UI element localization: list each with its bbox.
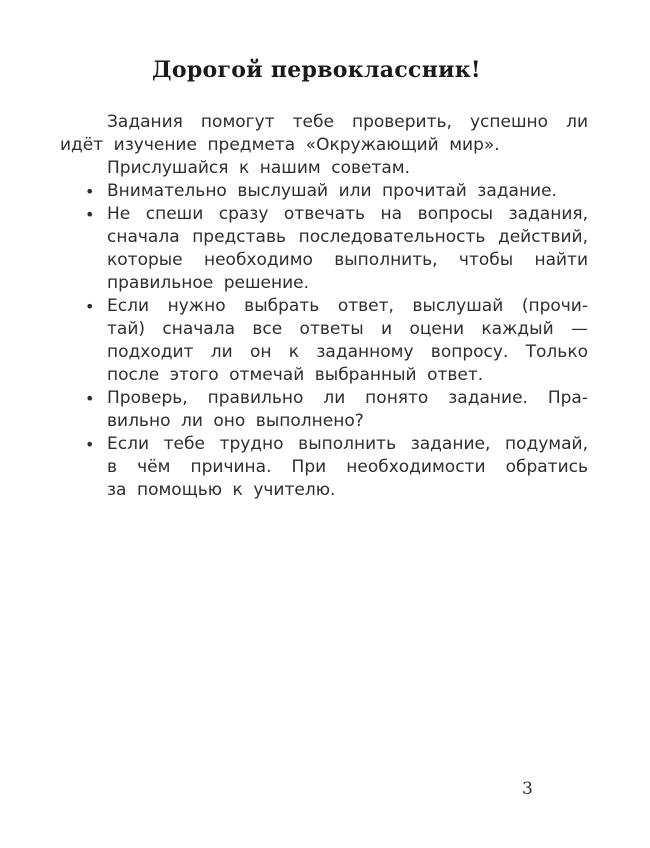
paragraph bbox=[60, 111, 588, 157]
intro-paragraphs bbox=[60, 111, 588, 180]
bullet-item bbox=[60, 203, 588, 295]
bullet-item bbox=[60, 433, 588, 502]
bullet-text bbox=[107, 203, 588, 295]
text-line: Не спеши сразу отвечать на вопросы задания, bbox=[107, 204, 588, 224]
text-line: Проверь, правильно ли понято задание. Пра- bbox=[107, 388, 588, 408]
bullet-icon: • bbox=[85, 435, 95, 454]
text-line: которые необходимо выполнить, чтобы найти bbox=[107, 250, 588, 270]
text-line: тай) сначала все ответы и оцени каждый — bbox=[107, 319, 588, 339]
text-line: идёт изучение предмета «Окружающий мир». bbox=[60, 135, 500, 155]
page-number: 3 bbox=[522, 779, 533, 799]
paragraph bbox=[60, 157, 588, 180]
bullet-text bbox=[107, 387, 588, 433]
text-line: Прислушайся к нашим советам. bbox=[107, 158, 411, 178]
bullet-text bbox=[107, 180, 588, 203]
bullet-text bbox=[107, 295, 588, 387]
page-title: Дорогой первоклассник! bbox=[152, 57, 481, 83]
bullet-item bbox=[60, 180, 588, 203]
text-line: сначала представь последовательность действий, bbox=[107, 227, 588, 247]
page-content bbox=[60, 111, 588, 502]
bullet-text bbox=[107, 433, 588, 502]
text-line: Если тебе трудно выполнить задание, подумай, bbox=[107, 434, 588, 454]
bullet-item bbox=[60, 295, 588, 387]
bullet-icon: • bbox=[85, 182, 95, 201]
bullet-item bbox=[60, 387, 588, 433]
text-line: вильно ли оно выполнено? bbox=[107, 411, 364, 431]
bullet-icon: • bbox=[85, 389, 95, 408]
text-line: в чём причина. При необходимости обратись bbox=[107, 457, 588, 477]
text-line: после этого отмечай выбранный ответ. bbox=[107, 365, 484, 385]
bullet-icon: • bbox=[85, 297, 95, 316]
bullet-icon: • bbox=[85, 205, 95, 224]
text-line: за помощью к учителю. bbox=[107, 480, 336, 500]
text-line: Внимательно выслушай или прочитай задание. bbox=[107, 181, 557, 201]
text-line: правильное решение. bbox=[107, 273, 310, 293]
text-line: подходит ли он к заданному вопросу. Только bbox=[107, 342, 588, 362]
text-line: Задания помогут тебе проверить, успешно ли bbox=[107, 112, 588, 132]
text-line: Если нужно выбрать ответ, выслушай (прочи- bbox=[107, 296, 588, 316]
advice-list bbox=[60, 180, 588, 502]
